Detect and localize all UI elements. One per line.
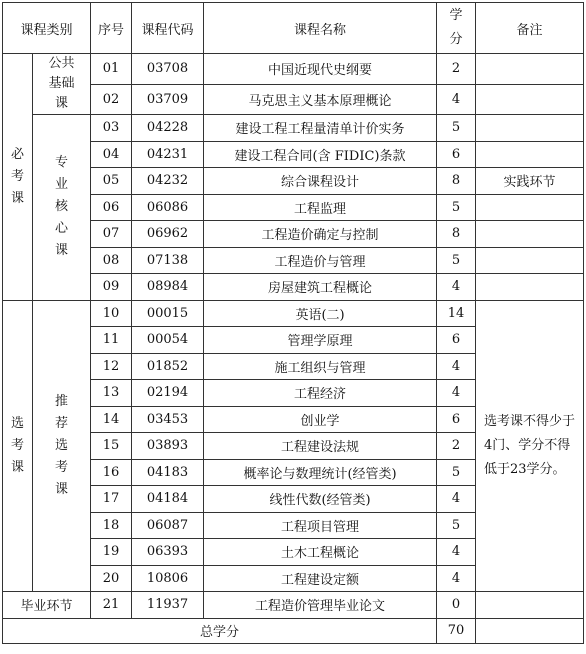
course-code: 06962: [132, 221, 204, 248]
table-row: [3, 168, 584, 195]
note-empty: [476, 194, 584, 221]
group-public-basic: 公共基础课: [33, 54, 91, 115]
group-recommended-elective: 推荐选考课: [33, 300, 91, 592]
curriculum-table: [2, 2, 584, 644]
course-credits: 4: [437, 565, 476, 592]
course-seq: 12: [91, 353, 132, 380]
course-credits: 6: [437, 327, 476, 354]
header-seq: 序号: [91, 3, 132, 54]
total-label: 总学分: [3, 618, 437, 643]
course-name: 综合课程设计: [204, 168, 437, 195]
course-code: 06087: [132, 512, 204, 539]
course-code: 03453: [132, 406, 204, 433]
course-credits: 14: [437, 300, 476, 327]
course-credits: 5: [437, 115, 476, 142]
course-seq: 08: [91, 247, 132, 274]
course-name: 工程造价管理毕业论文: [204, 592, 437, 619]
note-empty: [476, 54, 584, 85]
course-code: 07138: [132, 247, 204, 274]
course-seq: 09: [91, 274, 132, 301]
course-credits: 2: [437, 433, 476, 460]
course-credits: 5: [437, 194, 476, 221]
note-empty: [476, 618, 584, 643]
course-code: 10806: [132, 565, 204, 592]
course-name: 管理学原理: [204, 327, 437, 354]
course-code: 00054: [132, 327, 204, 354]
course-seq: 17: [91, 486, 132, 513]
course-seq: 05: [91, 168, 132, 195]
course-name: 施工组织与管理: [204, 353, 437, 380]
course-code: 03709: [132, 84, 204, 115]
course-seq: 16: [91, 459, 132, 486]
group-elective: 选考课: [3, 300, 33, 592]
course-code: 01852: [132, 353, 204, 380]
group-graduation: 毕业环节: [3, 592, 91, 619]
course-seq: 04: [91, 141, 132, 168]
total-value: 70: [437, 618, 476, 643]
course-credits: 5: [437, 512, 476, 539]
course-seq: 14: [91, 406, 132, 433]
note-practice: 实践环节: [476, 168, 584, 195]
table-row: [3, 300, 584, 327]
course-seq: 19: [91, 539, 132, 566]
course-code: 04183: [132, 459, 204, 486]
group-required: 必考课: [3, 54, 33, 301]
course-seq: 11: [91, 327, 132, 354]
course-name: 工程造价确定与控制: [204, 221, 437, 248]
table-row: [3, 274, 584, 301]
group-professional-core: 专业核心课: [33, 115, 91, 301]
course-code: 11937: [132, 592, 204, 619]
course-name: 创业学: [204, 406, 437, 433]
course-code: 08984: [132, 274, 204, 301]
course-seq: 10: [91, 300, 132, 327]
course-name: 工程建设定额: [204, 565, 437, 592]
header-code: 课程代码: [132, 3, 204, 54]
course-seq: 01: [91, 54, 132, 85]
course-credits: 2: [437, 54, 476, 85]
course-credits: 4: [437, 84, 476, 115]
course-name: 建设工程合同(含 FIDIC)条款: [204, 141, 437, 168]
course-code: 06086: [132, 194, 204, 221]
course-credits: 5: [437, 247, 476, 274]
course-name: 线性代数(经管类): [204, 486, 437, 513]
course-name: 工程项目管理: [204, 512, 437, 539]
table-row: [3, 592, 584, 619]
course-seq: 07: [91, 221, 132, 248]
course-name: 工程经济: [204, 380, 437, 407]
table-row: [3, 221, 584, 248]
header-row: [3, 3, 584, 54]
course-credits: 0: [437, 592, 476, 619]
course-credits: 4: [437, 353, 476, 380]
course-name: 马克思主义基本原理概论: [204, 84, 437, 115]
note-empty: [476, 84, 584, 115]
course-code: 04184: [132, 486, 204, 513]
note-elective-rule: 选考课不得少于4门、学分不得低于23学分。: [476, 300, 584, 592]
course-seq: 18: [91, 512, 132, 539]
course-code: 00015: [132, 300, 204, 327]
course-seq: 06: [91, 194, 132, 221]
course-credits: 8: [437, 168, 476, 195]
course-name: 土木工程概论: [204, 539, 437, 566]
note-empty: [476, 274, 584, 301]
note-empty: [476, 141, 584, 168]
course-seq: 15: [91, 433, 132, 460]
table-row: [3, 194, 584, 221]
course-name: 中国近现代史纲要: [204, 54, 437, 85]
header-category: 课程类别: [3, 3, 91, 54]
course-seq: 13: [91, 380, 132, 407]
course-code: 04231: [132, 141, 204, 168]
course-code: 04232: [132, 168, 204, 195]
course-seq: 20: [91, 565, 132, 592]
total-row: [3, 618, 584, 643]
course-seq: 03: [91, 115, 132, 142]
course-name: 概率论与数理统计(经管类): [204, 459, 437, 486]
course-code: 03893: [132, 433, 204, 460]
course-code: 02194: [132, 380, 204, 407]
course-name: 英语(二): [204, 300, 437, 327]
table-row: [3, 84, 584, 115]
header-credits: 学分: [437, 3, 476, 54]
course-name: 建设工程工程量清单计价实务: [204, 115, 437, 142]
course-seq: 02: [91, 84, 132, 115]
course-credits: 8: [437, 221, 476, 248]
note-empty: [476, 247, 584, 274]
course-credits: 4: [437, 380, 476, 407]
table-row: [3, 54, 584, 85]
table-row: [3, 247, 584, 274]
course-code: 03708: [132, 54, 204, 85]
header-note: 备注: [476, 3, 584, 54]
course-name: 工程监理: [204, 194, 437, 221]
note-empty: [476, 115, 584, 142]
table-row: [3, 141, 584, 168]
course-credits: 6: [437, 406, 476, 433]
note-empty: [476, 592, 584, 619]
header-name: 课程名称: [204, 3, 437, 54]
course-credits: 4: [437, 539, 476, 566]
course-name: 房屋建筑工程概论: [204, 274, 437, 301]
table-row: [3, 115, 584, 142]
course-code: 04228: [132, 115, 204, 142]
course-credits: 4: [437, 274, 476, 301]
course-code: 06393: [132, 539, 204, 566]
course-credits: 4: [437, 486, 476, 513]
note-empty: [476, 221, 584, 248]
course-credits: 6: [437, 141, 476, 168]
course-name: 工程造价与管理: [204, 247, 437, 274]
course-name: 工程建设法规: [204, 433, 437, 460]
course-seq: 21: [91, 592, 132, 619]
course-credits: 5: [437, 459, 476, 486]
